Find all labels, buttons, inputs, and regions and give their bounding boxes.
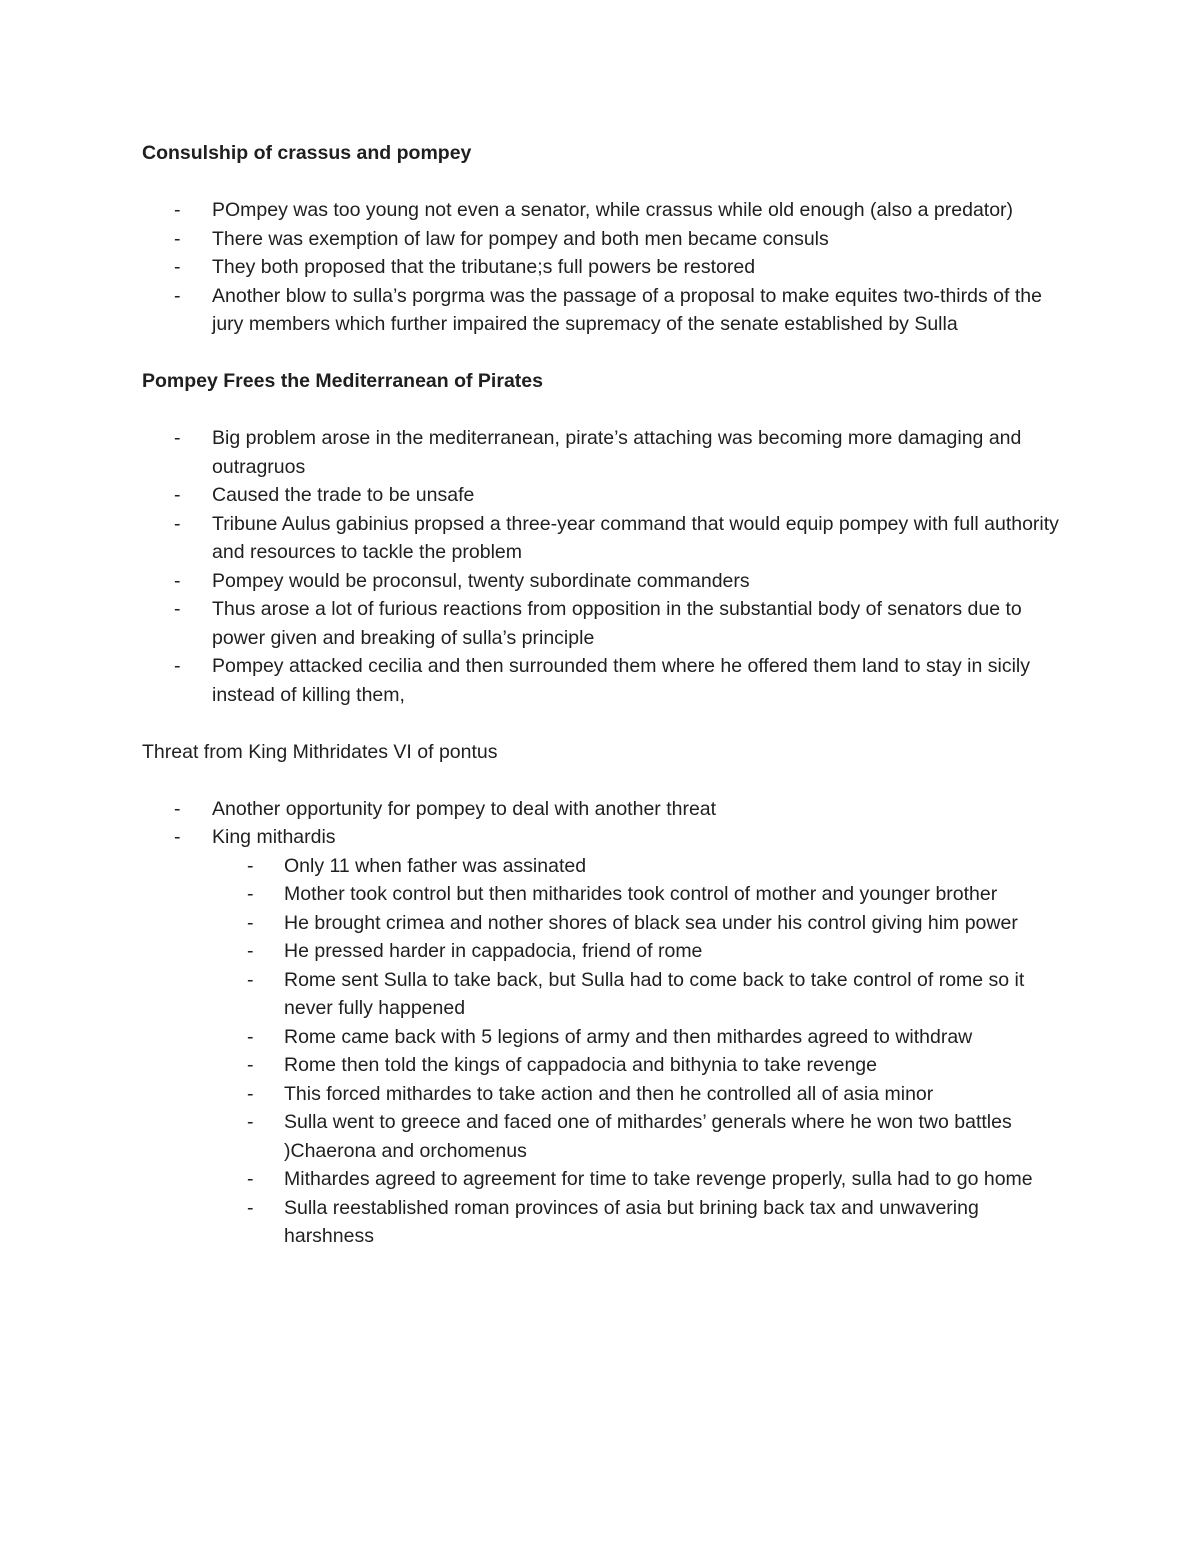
bullet-list-mithridates [142, 795, 1062, 852]
spacer [142, 709, 1062, 738]
sub-list-item: - Rome sent Sulla to take back, but Sulla had to come back to take control of rome so it never fully happened [213, 966, 1062, 1023]
section-heading-pirates: Pompey Frees the Mediterranean of Pirates [142, 370, 543, 392]
section-heading-consulship: Consulship of crassus and pompey [142, 142, 472, 164]
spacer [142, 168, 1062, 197]
sub-list-item: - This forced mithardes to take action and then he controlled all of asia minor [213, 1080, 1062, 1109]
sub-list-item: - Rome then told the kings of cappadocia and bithynia to take revenge [213, 1051, 1062, 1080]
list-item: - Pompey would be proconsul, twenty subordinate commanders [142, 567, 1062, 596]
sub-list-item: - Mithardes agreed to agreement for time to take revenge properly, sulla had to go home [213, 1165, 1062, 1194]
sub-bullet-list-mithardis [213, 852, 1062, 1251]
list-item: - There was exemption of law for pompey and both men became consuls [142, 225, 1062, 254]
list-item: - Another opportunity for pompey to deal with another threat [142, 795, 1062, 824]
list-item: - They both proposed that the tributane;s full powers be restored [142, 253, 1062, 282]
list-item: - Tribune Aulus gabinius propsed a three-year command that would equip pompey with full authority and resources to tackle the problem [142, 510, 1062, 567]
document-page [142, 139, 1062, 1251]
list-item: - King mithardis [142, 823, 1062, 852]
sub-list-item: - Sulla reestablished roman provinces of asia but brining back tax and unwavering harshness [213, 1194, 1062, 1251]
spacer [142, 396, 1062, 425]
sub-list-item: - Mother took control but then mitharides took control of mother and younger brother [213, 880, 1062, 909]
list-item: - Caused the trade to be unsafe [142, 481, 1062, 510]
list-item: - Thus arose a lot of furious reactions from opposition in the substantial body of senators due to power given and breaking of sulla’s principle [142, 595, 1062, 652]
spacer [142, 339, 1062, 368]
list-item: - Another blow to sulla’s porgrma was the passage of a proposal to make equites two-thirds of the jury members which further impaired the supremacy of the senate established by Sulla [142, 282, 1062, 339]
spacer [142, 766, 1062, 795]
bullet-list-consulship [142, 196, 1062, 339]
bullet-list-pirates [142, 424, 1062, 709]
sub-list-item: - Rome came back with 5 legions of army and then mithardes agreed to withdraw [213, 1023, 1062, 1052]
list-item: - Big problem arose in the mediterranean, pirate’s attaching was becoming more damaging and outragruos [142, 424, 1062, 481]
sub-list-item: - Only 11 when father was assinated [213, 852, 1062, 881]
sub-list-item: - He brought crimea and nother shores of black sea under his control giving him power [213, 909, 1062, 938]
section-heading-mithridates: Threat from King Mithridates VI of pontus [142, 740, 498, 763]
sub-list-item: - Sulla went to greece and faced one of mithardes’ generals where he won two battles )Chaerona and orchomenus [213, 1108, 1062, 1165]
list-item: - POmpey was too young not even a senator, while crassus while old enough (also a predator) [142, 196, 1062, 225]
sub-list-item: - He pressed harder in cappadocia, friend of rome [213, 937, 1062, 966]
list-item: - Pompey attacked cecilia and then surrounded them where he offered them land to stay in sicily instead of killing them, [142, 652, 1062, 709]
